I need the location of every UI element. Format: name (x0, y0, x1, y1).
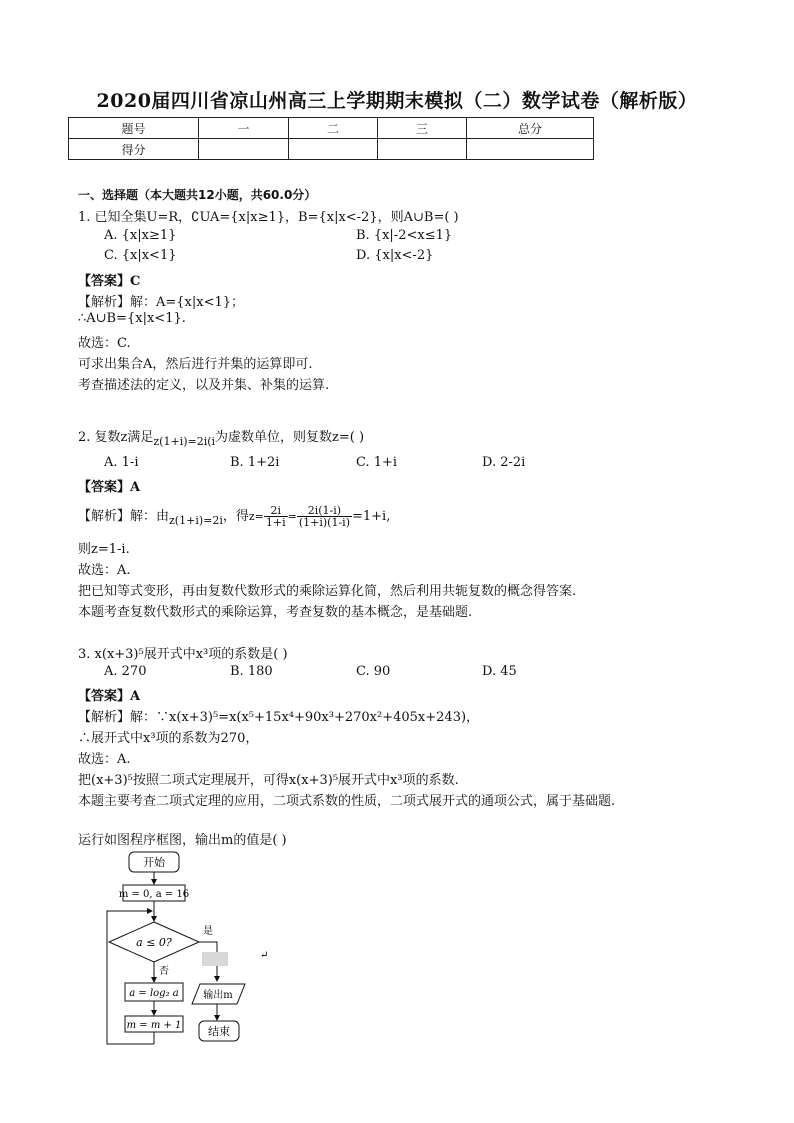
flow-no-label: 否 (159, 966, 169, 977)
flow-step-log-text: a = log₂ a (129, 988, 179, 999)
q2-solution-part: z= (248, 510, 264, 523)
q3-option-b: B. 180 (230, 664, 273, 679)
section-heading: 一、选择题（本大题共12小题，共60.0分） (78, 188, 317, 202)
q3-option-d: D. 45 (482, 664, 517, 679)
score-table (68, 117, 594, 160)
q2-solution-part: 【解析】解：由 (78, 509, 170, 524)
q1-option-a: A. {x|x≥1} (104, 228, 177, 243)
q2-stem-part: 为虚数单位，则复数z=( ) (215, 430, 365, 445)
flow-end-text: 结束 (208, 1025, 230, 1038)
score-header-cell: 总分 (467, 118, 594, 139)
score-table-score-row (69, 139, 594, 160)
q2-solution-line: 故选：A. (78, 563, 131, 578)
q2-option-d: D. 2-2i (482, 455, 526, 470)
flowchart (95, 848, 295, 1053)
flow-decision-text: a ≤ 0? (136, 936, 172, 949)
q1-option-d: D. {x|x<-2} (356, 248, 434, 263)
q1-option-b: B. {x|-2<x≤1} (356, 228, 453, 243)
document-title: 2020届四川省凉山州高三上学期期末模拟（二）数学试卷（解析版） (96, 90, 698, 112)
q2-solution-part: ，得 (222, 509, 249, 524)
score-header-cell: 题号 (69, 118, 199, 139)
q3-answer: 【答案】A (78, 689, 141, 704)
q4-stem: 运行如图程序框图，输出m的值是( ) (78, 833, 287, 848)
score-cell[interactable] (289, 139, 378, 160)
flow-init-text: m = 0, a = 16 (118, 889, 190, 900)
flow-output-text: 输出m (203, 990, 233, 1001)
fraction-numerator: 2i(1-i) (297, 505, 352, 517)
q1-answer: 【答案】C (78, 274, 141, 289)
q1-option-c: C. {x|x<1} (104, 248, 177, 263)
flow-step-increment-text: m = m + 1 (126, 1020, 182, 1031)
q2-solution-line: 本题考查复数代数形式的乘除运算，考查复数的基本概念，是基础题. (78, 605, 473, 620)
score-cell[interactable] (199, 139, 289, 160)
flow-paragraph-mark: ↵ (260, 950, 269, 961)
score-table-header-row (69, 118, 594, 139)
fraction-numerator: 2i (264, 505, 288, 517)
score-cell[interactable] (378, 139, 467, 160)
q2-option-c: C. 1+i (356, 455, 398, 470)
score-row-label: 得分 (69, 139, 199, 160)
q2-answer: 【答案】A (78, 480, 141, 495)
flow-yes-label: 是 (203, 926, 213, 937)
q2-solution-line: 把已知等式变形，再由复数代数形式的乘除运算化简，然后利用共轭复数的概念得答案. (78, 584, 577, 599)
q1-solution-line: 可求出集合A，然后进行并集的运算即可. (78, 357, 313, 372)
q3-solution-line: 本题主要考查二项式定理的应用，二项式系数的性质，二项式展开式的通项公式，属于基础题. (78, 794, 616, 809)
flow-blurred-mark (202, 952, 228, 966)
q3-option-a: A. 270 (104, 664, 147, 679)
q2-stem-part: 2. 复数z满足 (78, 430, 154, 445)
fraction-denominator: 1+i (265, 516, 286, 529)
q2-option-b: B. 1+2i (230, 455, 280, 470)
q1-stem: 1. 已知全集U=R，∁UA={x|x≥1}，B={x|x<-2}，则A∪B=( ) (78, 210, 459, 225)
q3-solution-line: 故选：A. (78, 752, 131, 767)
fraction (297, 505, 352, 528)
q2-stem-part: z(1+i)=2i(i (153, 435, 216, 448)
q3-solution-line: 把(x+3)⁵按照二项式定理展开，可得x(x+3)⁵展开式中x³项的系数. (78, 773, 459, 788)
q3-solution-line: ∴展开式中x³项的系数为270， (78, 731, 259, 746)
q1-solution-line: 【解析】解：A={x|x<1}； (78, 295, 245, 310)
q2-solution-line (78, 505, 390, 528)
fraction-denominator: (1+i)(1-i) (298, 516, 350, 529)
q1-solution-line: 考查描述法的定义，以及并集、补集的运算. (78, 378, 330, 393)
q2-solution-part: =1+i, (352, 509, 391, 524)
q3-stem: 3. x(x+3)⁵展开式中x³项的系数是( ) (78, 647, 288, 662)
q1-solution-line: ∴A∪B={x|x<1}. (78, 311, 186, 326)
fraction (264, 505, 288, 528)
score-header-cell: 三 (378, 118, 467, 139)
q2-solution-part: z(1+i)=2i (169, 514, 223, 527)
score-cell[interactable] (467, 139, 594, 160)
q3-solution-line: 【解析】解：∵x(x+3)⁵=x(x⁵+15x⁴+90x³+270x²+405x+243)， (78, 710, 480, 725)
flow-start-text: 开始 (143, 856, 165, 869)
score-header-cell: 二 (289, 118, 378, 139)
q2-solution-line: 则z=1-i. (78, 542, 130, 557)
q1-solution-line: 故选：C. (78, 336, 131, 351)
q2-solution-part: = (287, 510, 297, 523)
q3-option-c: C. 90 (356, 664, 391, 679)
q2-stem (78, 426, 364, 448)
score-header-cell: 一 (199, 118, 289, 139)
q2-option-a: A. 1-i (104, 455, 139, 470)
